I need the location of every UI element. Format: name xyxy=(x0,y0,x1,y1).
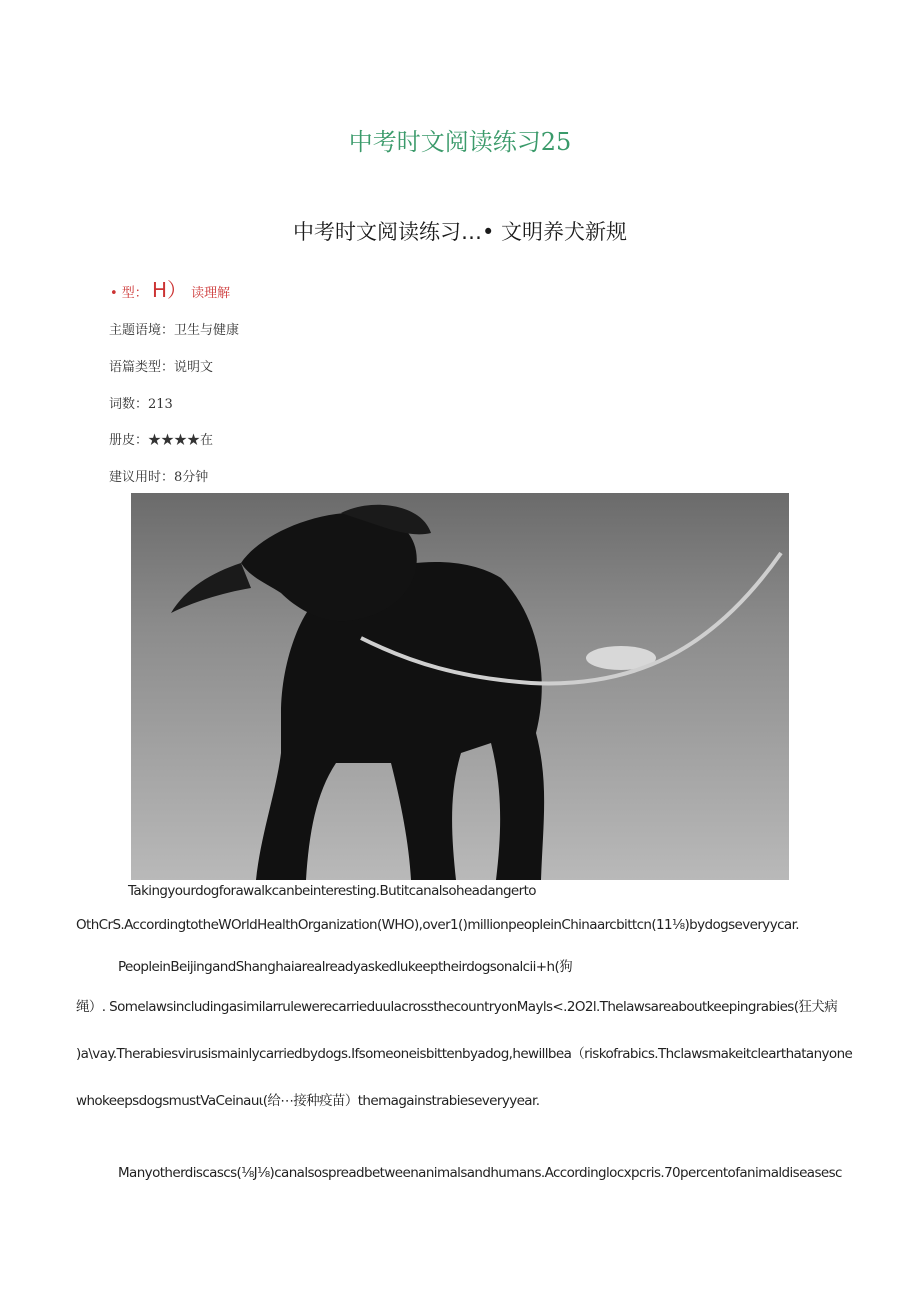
type-prefix: • 型： xyxy=(110,286,148,301)
article-line-6: whokeepsdogsmustVaCeinauι(给⋯接种疫苗）themagainstrabieseveryyear. xyxy=(76,1093,540,1109)
difficulty-line: 册皮：★★★★在 xyxy=(109,433,214,448)
theme-line: 主题语境：卫生与健康 xyxy=(109,323,240,338)
question-type-line xyxy=(110,274,230,303)
document-title: 中考时文阅读练习25 xyxy=(348,128,572,156)
type-tail: 读理解 xyxy=(191,286,231,301)
genre-line: 语篇类型：说明文 xyxy=(109,360,214,375)
article-line-1: Takingyourdogforawalkcanbeinteresting.Butitcanalsoheadangerto xyxy=(128,883,536,899)
article-line-7: Manyotherdiscascs(⅛J⅛)canalsospreadbetweenanimalsandhumans.Accordinglocxpcris.70percentofanimaldiseasesc xyxy=(118,1165,842,1181)
article-title: 中考时文阅读练习…• 文明养犬新规 xyxy=(292,220,628,244)
article-line-3: PeopleinBeijingandShanghaiarealreadyaskedlukeeptheirdogsonalcii+h(狗 xyxy=(118,959,573,975)
article-line-2: OthCrS.AccordingtotheWOrldHealthOrganization(WHO),over1()millionpeopleinChinaarcbittcn(11⅛)bydogseveryycar. xyxy=(76,917,799,933)
word-count-line: 词数：213 xyxy=(109,397,173,412)
time-line: 建议用时：8分钟 xyxy=(109,470,209,485)
article-line-4: 绳）. SomelawsincludingasimilarrulewerecarrieduulacrossthecountryonMayls<.2O2l.Thelawsareaboutkeepingrabies(狂犬病 xyxy=(76,999,838,1015)
article-line-5: )a\vay.Therabiesvirusismainlycarriedbydogs.Ifsomeoneisbittenbyadog,hewillbea（riskofrabics.Thclawsmakeitclearthatanyone xyxy=(76,1046,853,1062)
type-letter: H） xyxy=(151,278,187,302)
dog-on-leash-photo xyxy=(131,493,789,880)
